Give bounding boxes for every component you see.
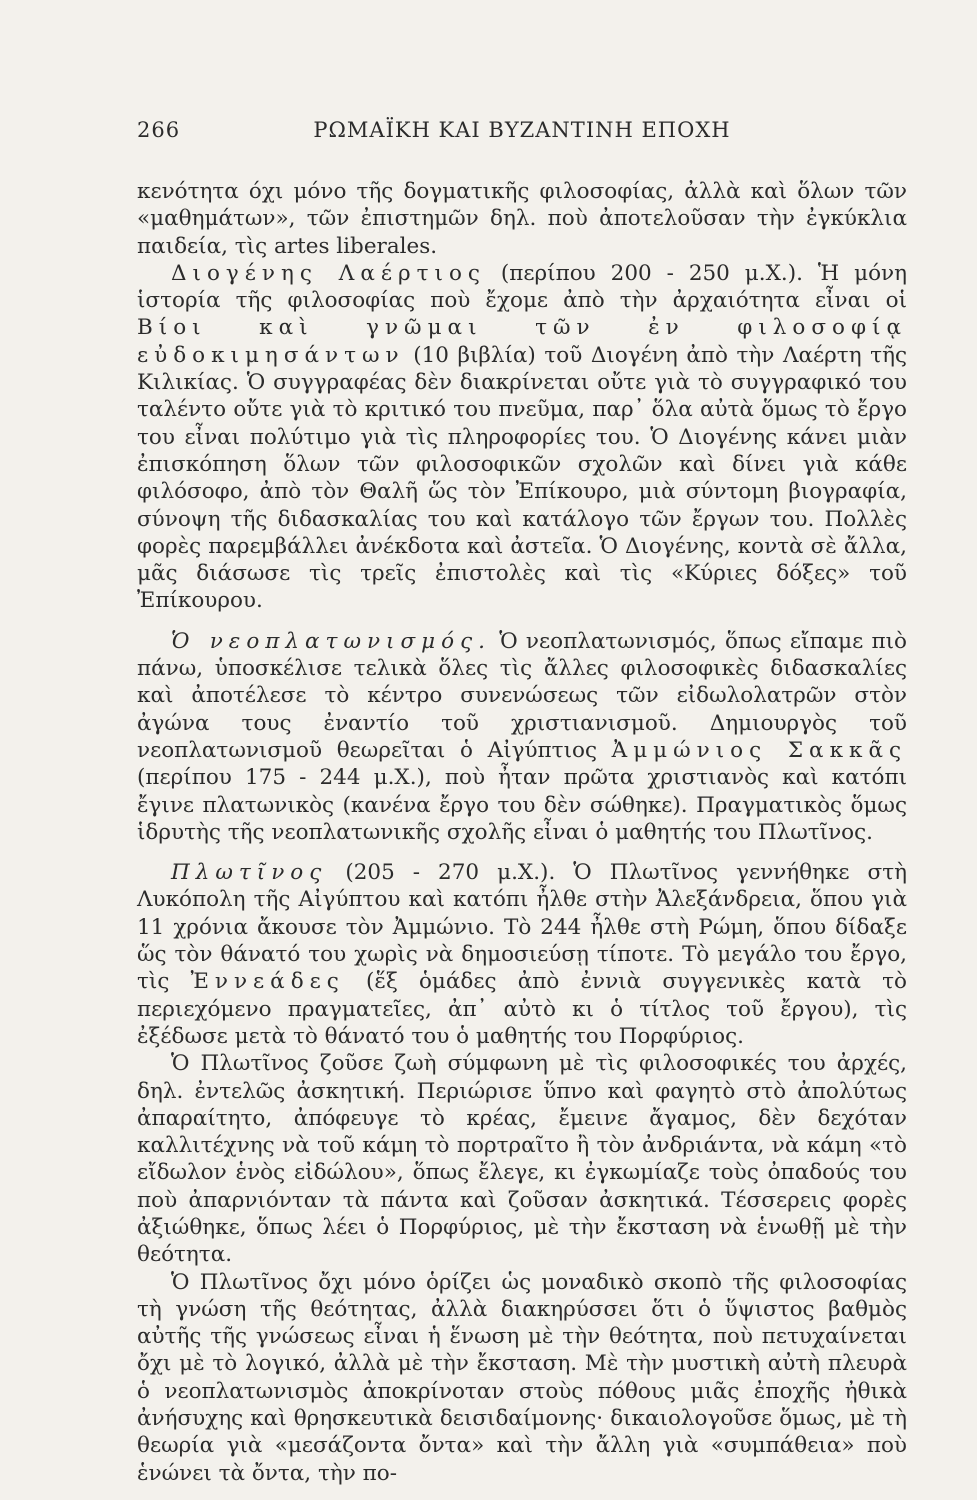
paragraph-plotinus-life: Ὁ Πλωτῖνος ζοῦσε ζωὴ σύμφωνη μὲ τὶς φιλοσοφικές του ἀρχές, δηλ. ἐντελῶς ἀσκητική. Περιώρισε ὕπνο καὶ φαγητὸ στὸ ἀπολύτως ἀπαραίτητο, ἀπόφευγε τὸ κρέας, ἔμεινε ἄγαμος, δὲν δεχόταν καλλιτέχνης νὰ τοῦ κάμη τὸ πορτραῖτο ἢ τὸν ἀνδριάντα, νὰ κάμη «τὸ εἴδωλον ἑνὸς εἰδώλου», ὅπως ἔλεγε, κι ἐγκωμίαζε τοὺς ὀπαδούς του ποὺ ἀπαρνιόνταν τὰ πάντα καὶ ζοῦσαν ἀσκητικά. Τέσσερεις φορὲς ἀξιώθηκε, ὅπως λέει ὁ Πορφύριος, μὲ τὴν ἔκσταση νὰ ἑνωθῇ μὲ τὴν θεότητα. <box>137 1051 907 1268</box>
page-number: 266 <box>137 118 181 142</box>
author-name-ammonios: Ἀμμώνιος Σακκᾶς <box>611 737 907 763</box>
running-title: ΡΩΜΑΪΚΗ ΚΑΙ ΒΥΖΑΝΤΙΝΗ ΕΠΟΧΗ <box>313 118 731 142</box>
paragraph-text: Ὁ νεοπλατωνισμός, ὅπως εἴπαμε πιὸ πάνω, ὑποσκέλισε τελικὰ ὅλες τὶς ἄλλες φιλοσοφικὲς διδασκαλίες καὶ ἀποτέλεσε τὸ κέντρο συνενώσεως τῶν εἰδωλολατρῶν στὸν ἀγώνα τους ἐναντίο τοῦ χριστιανισμοῦ. Δημιουργὸς τοῦ νεοπλατωνισμοῦ θεωρεῖται ὁ Αἰγύπτιος <box>137 628 907 763</box>
paragraph-neoplatonism <box>137 628 907 846</box>
paragraph-text: (περίπου 175 - 244 μ.Χ.), ποὺ ἦταν πρῶτα χριστιανὸς καὶ κατόπι ἔγινε πλατωνικὸς (κανένα ἔργο του δὲν σώθηκε). Πραγματικὸς ὅμως ἱδρυτὴς τῆς νεοπλατωνικῆς σχολῆς εἶναι ὁ μαθητής του Πλωτῖνος. <box>137 765 907 845</box>
paragraph-text: (ἕξ ὁμάδες ἀπὸ ἐννιὰ συγγενικὲς κατὰ τὸ περιεχόμενο πραγματεῖες, ἀπ᾽ αὐτὸ κι ὁ τίτλος τοῦ ἔργου), τὶς ἐξέδωσε μετὰ τὸ θάνατό του ὁ μαθητής του Πορφύριος. <box>137 969 907 1049</box>
paragraph-diogenes <box>137 260 907 615</box>
body-text <box>137 178 907 1487</box>
paragraph-continuation: κενότητα όχι μόνο τῆς δογματικῆς φιλοσοφίας, ἀλλὰ καὶ ὅλων τῶν «μαθημάτων», τῶν ἐπιστημῶν δηλ. ποὺ ἀποτελοῦσαν τὴν ἐγκύκλια παιδεία, τὶς artes liberales. <box>137 179 907 259</box>
paragraph-plotinus-philosophy: Ὁ Πλωτῖνος ὄχι μόνο ὁρίζει ὡς μοναδικὸ σκοπὸ τῆς φιλοσοφίας τὴ γνώση τῆς θεότητας, ἀλλὰ διακηρύσσει ὅτι ὁ ὕψιστος βαθμὸς αὐτῆς τῆς γνώσεως εἶναι ἡ ἕνωση μὲ τὴν θεότητα, ποὺ πετυχαίνεται ὄχι μὲ τὸ λογικό, ἀλλὰ μὲ τὴν ἔκσταση. Μὲ τὴν μυστικὴ αὐτὴ πλευρὰ ὁ νεοπλατωνισμὸς ἀποκρίνοταν στοὺς πόθους μιᾶς ἐποχῆς ἠθικὰ ἀνήσυχης καὶ θρησκευτικὰ δεισιδαίμονης· δικαιολογοῦσε ὅμως, μὲ τὴ θεωρία γιὰ «μεσάζοντα ὄντα» καὶ τὴν ἄλλη γιὰ «συμπάθεια» ποὺ ἑνώνει τὰ ὄντα, τὴν πο- <box>137 1269 907 1486</box>
paragraph-text: (10 βιβλία) τοῦ Διογένη ἀπὸ τὴν Λαέρτη τῆς Κιλικίας. Ὁ συγγραφέας δὲν διακρίνεται οὔτε γιὰ τὸ συγγραφικό του ταλέντο οὔτε γιὰ τὸ κριτικό του πνεῦμα, παρ᾽ ὅλα αὐτὰ ὅμως τὸ ἔργο του εἶναι πολύτιμο γιὰ τὶς πληροφορίες του. Ὁ Διογένης κάνει μιὰν ἐπισκόπηση ὅλων τῶν φιλοσοφικῶν σχολῶν καὶ δίνει γιὰ κάθε φιλόσοφο, ἀπὸ τὸν Θαλῆ ὥς τὸν Ἐπίκουρο, μιὰ σύντομη βιογραφία, σύνοψη τῆς διδασκαλίας του καὶ κατάλογο τῶν ἔργων του. Πολλὲς φορὲς παρεμβάλλει ἀνέκδοτα καὶ ἀστεῖα. Ὁ Διογένης, κοντὰ σὲ ἄλλα, μᾶς διάσωσε τὶς τρεῖς ἐπιστολὲς καὶ τὶς «Κύριες δόξες» τοῦ Ἐπίκουρου. <box>137 342 907 614</box>
author-name-diogenes: Διογένης Λαέρτιος <box>171 260 486 286</box>
running-head <box>137 118 907 148</box>
section-title-neoplatonism: Ὁ νεοπλατωνισμός. <box>171 628 491 654</box>
work-title-enneads: Ἐννεάδες <box>190 969 345 995</box>
author-name-plotinus: Πλωτῖνος <box>171 860 328 886</box>
paragraph-text: (περίπου 200 - 250 μ.Χ.). Ἡ μόνη ἱστορία τῆς φιλοσοφίας ποὺ ἔχομε ἀπὸ τὴν ἀρχαιότητα εἶναι οἱ <box>137 260 908 314</box>
paragraph-plotinus <box>137 859 907 1050</box>
work-title-bioi: Βίοι καὶ γνῶμαι τῶν ἐν φιλοσοφίᾳ εὐδοκιμησάντων <box>137 315 907 368</box>
paragraph-text: (205 - 270 μ.Χ.). Ὁ Πλωτῖνος γεννήθηκε στὴ Λυκόπολη τῆς Αἰγύπτου καὶ κατόπι ἦλθε στὴν Ἀλεξάνδρεια, ὅπου γιὰ 11 χρόνια ἄκουσε τὸν Ἀμμώνιο. Τὸ 244 ἦλθε στὴ Ρώμη, ὅπου δίδαξε ὥς τὸν θάνατό του χωρὶς νὰ δημοσιεύσῃ τίποτε. Τὸ μεγάλο του ἔργο, τὶς <box>137 860 907 995</box>
